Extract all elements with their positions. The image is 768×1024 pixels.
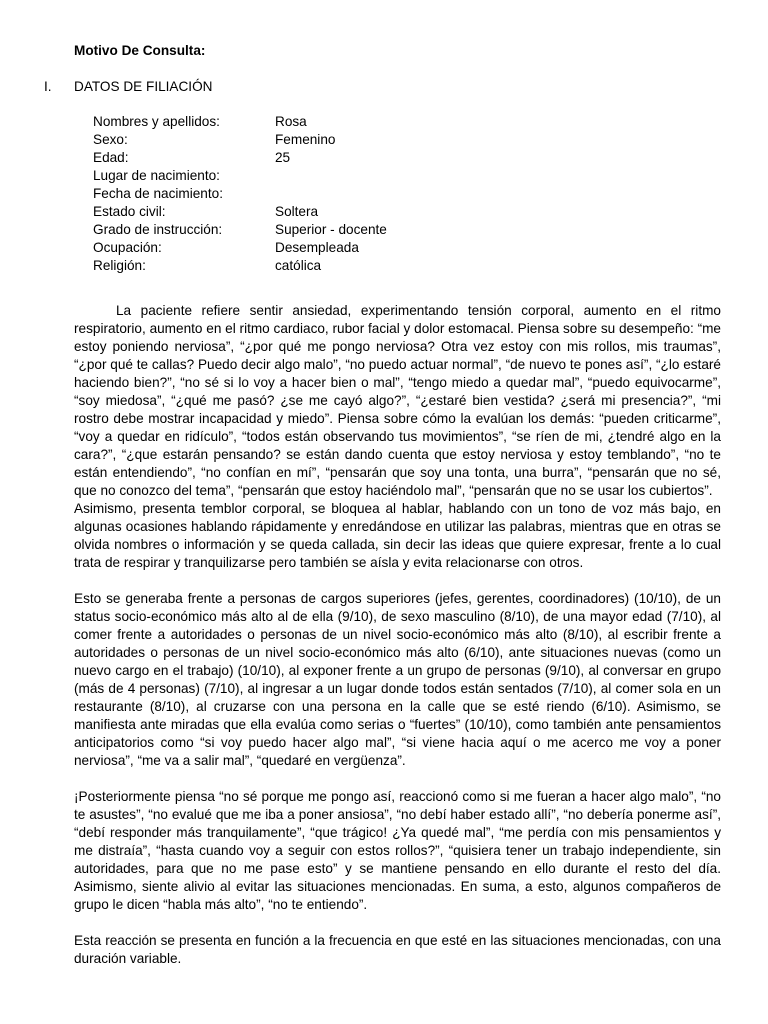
field-row [93, 167, 593, 185]
field-value: Desempleada [275, 240, 359, 255]
paragraph: ¡Posteriormente piensa “no sé porque me pongo así, reaccionó como si me fueran a hacer algo malo”, “no te asustes”, “no evalué que me iba a poner ansiosa”, “no debí haber estado allí”, “no debería ponerme así”, “debí responder más tranquilamente”, “que trágico! ¿Ya quedé mal”, “me perdía con mis pensamientos y me distraía”, “hasta cuando voy a seguir con estos rollos?”, “quisiera tener un trabajo independiente, sin autoridades, para que no me pase esto” y se mantiene pensando en ello durante el resto del día. Asimismo, siente alivio al evitar las situaciones mencionadas. En suma, a esto, algunos compañeros de grupo le dicen “habla más alto”, “no te entiendo”. [74, 789, 721, 912]
paragraph: Esto se generaba frente a personas de cargos superiores (jefes, gerentes, coordinadores) (10/10), de un status socio-económico más alto al de ella (9/10), de sexo masculino (8/10), de una mayor edad (7/10), al comer frente a autoridades o personas de un nivel socio-económico más alto (8/10), al escribir frente a autoridades o personas de un nivel socio-económico más alto (6/10), ante situaciones nuevas (como un nuevo cargo en el trabajo) (10/10), al exponer frente a un grupo de personas (9/10), al conversar en grupo (más de 4 personas) (7/10), al ingresar a un lugar donde todos están sentados (7/10), al comer sola en un restaurante (8/10), al cruzarse con una persona en la calle que se esté riendo (6/10). Asimismo, se manifiesta ante miradas que ella evalúa como serias o “fuertes” (10/10), como también ante pensamientos anticipatorios como “si voy puedo hacer algo mal”, “si viene hacia aquí o me acerco me voy a poner nerviosa”, “me va a salir mal”, “quedaré en vergüenza”. [74, 591, 721, 768]
field-label: Nombres y apellidos: [93, 114, 220, 129]
paragraph: La paciente refiere sentir ansiedad, experimentando tensión corporal, aumento en el ritmo respiratorio, aumento en el ritmo cardiaco, rubor facial y dolor estomacal. Piensa sobre su desempeño: “me estoy poniendo nerviosa”, “¿por qué me pongo nerviosa? Otra vez estoy con mis rollos, mis traumas”, “¿por qué te callas? Puedo decir algo malo”, “no puedo actuar normal”, “de nuevo te pones así”, “¿lo estaré haciendo bien?”, “no sé si lo voy a hacer bien o mal”, “tengo miedo a quedar mal”, “puedo equivocarme”, “soy miedosa”, “¿qué me pasó? ¿se me cayó algo?”, “¿estaré bien vestida? ¿será mi presencia?”, “mi rostro debe mostrar incapacidad y miedo”. Piensa sobre cómo la evalúan los demás: “pueden criticarme”, “voy a quedar en ridículo”, “todos están observando tus movimientos”, “se ríen de mi, ¿tendré algo en la cara?”, “¿que estarán pensando? se están dando cuenta que estoy nerviosa y estoy temblando”, “no te están entendiendo”, “no confían en mí”, “pensarán que soy una tonta, una burra”, “pensarán que no sé, que no conozco del tema”, “pensarán que estoy haciéndolo mal”, “pensarán que no se usar los cubiertos”. [74, 303, 721, 498]
field-value: Rosa [275, 114, 307, 129]
paragraph: Esta reacción se presenta en función a la frecuencia en que esté en las situaciones mencionadas, con una duración variable. [74, 933, 721, 966]
field-row [93, 149, 593, 167]
field-label: Sexo: [93, 132, 128, 147]
field-value: católica [275, 258, 322, 273]
field-label: Lugar de nacimiento: [93, 168, 220, 183]
field-label: Grado de instrucción: [93, 222, 223, 237]
field-row [93, 113, 593, 131]
field-label: Estado civil: [93, 204, 166, 219]
field-value: Superior - docente [275, 222, 387, 237]
section-number: I. [44, 79, 52, 94]
field-value: Soltera [275, 204, 319, 219]
section-title: DATOS DE FILIACIÓN [74, 79, 213, 94]
field-row [93, 131, 593, 149]
field-row [93, 185, 593, 203]
body-text [74, 302, 721, 968]
field-row [93, 203, 593, 221]
motivo-heading: Motivo De Consulta: [74, 43, 206, 58]
field-label: Fecha de nacimiento: [93, 186, 223, 201]
field-label: Ocupación: [93, 240, 162, 255]
field-row [93, 257, 593, 275]
field-label: Religión: [93, 258, 146, 273]
paragraph: Asimismo, presenta temblor corporal, se bloquea al hablar, hablando con un tono de voz más bajo, en algunas ocasiones hablando rápidamente y enredándose en utilizar las palabras, mientras que en otras se olvida nombres o información y se queda callada, sin decir las ideas que quiere expresar, frente a lo cual trata de respirar y tranquilizarse pero también se aísla y evita relacionarse con otros. [74, 501, 721, 570]
field-row [93, 221, 593, 239]
filiation-fields [93, 113, 593, 275]
field-value: Femenino [275, 132, 336, 147]
field-row [93, 239, 593, 257]
field-label: Edad: [93, 150, 129, 165]
field-value: 25 [275, 150, 291, 165]
